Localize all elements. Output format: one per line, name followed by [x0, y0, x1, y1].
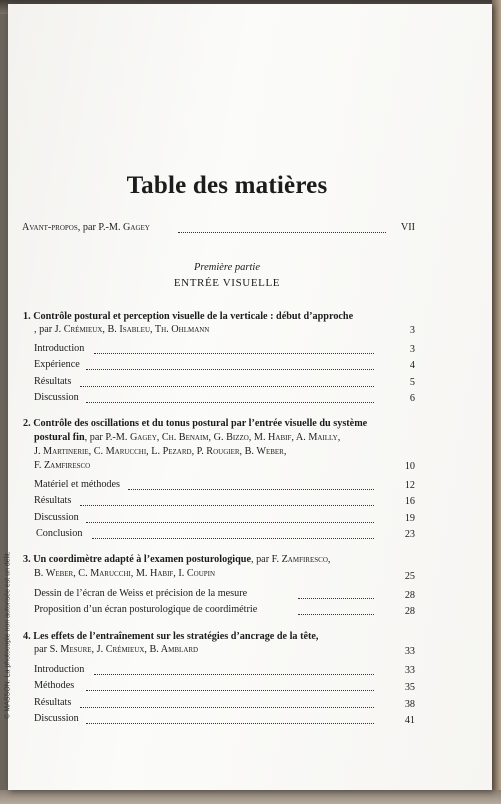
authors-text: F. Zamfiresco,: [271, 554, 331, 565]
toc-section: Conclusion: [36, 528, 83, 539]
leader-dots: [94, 343, 374, 354]
avant-propos-label: Avant-propos: [22, 222, 78, 233]
toc-section: Proposition d’un écran posturologique de coordimétrie: [34, 604, 258, 615]
toc-section: Discussion: [34, 392, 79, 403]
toc-section-page: 6: [409, 393, 415, 404]
chapter-title-cont: postural fin: [34, 432, 85, 443]
leader-dots: [86, 713, 374, 724]
authors-text: P.-M. Gagey, Ch. Benaim, G. Bizzo, M. Habif, A. Mailly,: [105, 432, 341, 443]
authors-intro: par: [34, 644, 50, 655]
authors-text: J. Crémieux, B. Isableu, Th. Ohlmann: [54, 324, 210, 335]
chapter-title-text: Contrôle postural et perception visuelle de la verticale : début d’approche: [33, 311, 354, 322]
avant-propos-sep: , par: [77, 222, 99, 233]
avant-propos-page: VII: [400, 222, 415, 233]
chapter-authors: [34, 431, 340, 444]
leader-dots: [86, 680, 374, 691]
toc-section: Discussion: [34, 713, 79, 724]
authors-text: S. Mesure, J. Crémieux, B. Amblard: [49, 644, 199, 655]
toc-section-page: 23: [404, 529, 415, 540]
toc-section: Méthodes: [34, 680, 75, 691]
toc-section-page: 4: [409, 360, 415, 371]
toc-section: Introduction: [34, 664, 85, 675]
part-title: ENTRÉE VISUELLE: [173, 277, 281, 289]
leader-dots: [94, 664, 374, 675]
toc-section: Matériel et méthodes: [34, 479, 120, 490]
leader-dots: [86, 392, 374, 403]
toc-section-page: 16: [404, 496, 415, 507]
toc-section-page: 3: [409, 344, 415, 355]
authors-intro: , par: [84, 432, 106, 443]
leader-dots: [92, 528, 374, 539]
toc-section-page: 28: [404, 590, 415, 601]
leader-dots: [178, 222, 386, 233]
chapter-title: [23, 553, 330, 566]
leader-dots: [86, 359, 374, 370]
chapter-number: 2.: [23, 418, 31, 429]
toc-section-page: 33: [404, 665, 415, 676]
toc-section-page: 38: [404, 699, 415, 710]
toc-section-page: 5: [409, 377, 415, 388]
toc-section: Expérience: [34, 359, 80, 370]
chapter-page: 33: [404, 646, 415, 657]
chapter-title-text: Contrôle des oscillations et du tonus postural par l’entrée visuelle du système: [33, 418, 368, 429]
toc-section: Dessin de l’écran de Weiss et précision de la mesure: [34, 588, 248, 599]
toc-section: Résultats: [34, 376, 72, 387]
book-page: [8, 4, 492, 790]
chapter-title-text: Les effets de l’entraînement sur les stratégies d’ancrage de la tête: [33, 631, 316, 642]
chapter-title: [23, 310, 353, 323]
leader-dots: [298, 588, 374, 599]
authors-intro: , par: [34, 324, 55, 335]
toc-section: Introduction: [34, 343, 85, 354]
copyright-text: © MASSON. La photocopie non autorisée est un délit.: [4, 551, 12, 719]
toc-section-page: 35: [404, 682, 415, 693]
toc-section: Discussion: [34, 512, 79, 523]
copyright-notice: [3, 535, 13, 735]
chapter-number: 4.: [23, 631, 31, 642]
chapter-authors-line: B. Weber, C. Marucchi, M. Habif, I. Coupin: [34, 568, 216, 579]
toc-section-page: 28: [404, 606, 415, 617]
leader-dots: [298, 604, 374, 615]
toc-section: Résultats: [34, 697, 72, 708]
page-title: Table des matières: [126, 172, 328, 199]
avant-propos-entry: [22, 221, 150, 234]
chapter-title-text: Un coordimètre adapté à l’examen posturologique: [33, 554, 251, 565]
leader-dots: [80, 495, 374, 506]
chapter-page: 10: [404, 461, 415, 472]
toc-section-page: 19: [404, 513, 415, 524]
chapter-number: 1.: [23, 311, 31, 322]
chapter-authors-line: J. Martinerie, C. Marucchi, L. Pezard, P. Rougier, B. Weber,: [34, 446, 287, 457]
leader-dots: [128, 479, 374, 490]
bottom-surface: [0, 790, 501, 804]
leader-dots: [80, 376, 374, 387]
avant-propos-author: P.-M. Gagey: [98, 222, 150, 233]
chapter-page: 3: [409, 325, 415, 336]
chapter-title: [23, 417, 367, 430]
book-right-edge: [492, 0, 501, 804]
chapter-authors-line: F. Zamfiresco: [34, 460, 91, 471]
authors-intro: , par: [250, 554, 272, 565]
toc-section-page: 41: [404, 715, 415, 726]
leader-dots: [86, 512, 374, 523]
leader-dots: [80, 697, 374, 708]
chapter-title: 4. Les effets de l’entraînement sur les stratégies d’ancrage de la tête,: [23, 631, 319, 642]
chapter-number: 3.: [23, 554, 31, 565]
toc-section: Résultats: [34, 495, 72, 506]
toc-section-page: 12: [404, 480, 415, 491]
part-label: Première partie: [194, 262, 260, 273]
chapter-page: 25: [404, 571, 415, 582]
chapter-authors: [34, 323, 209, 336]
chapter-authors: [34, 643, 198, 656]
